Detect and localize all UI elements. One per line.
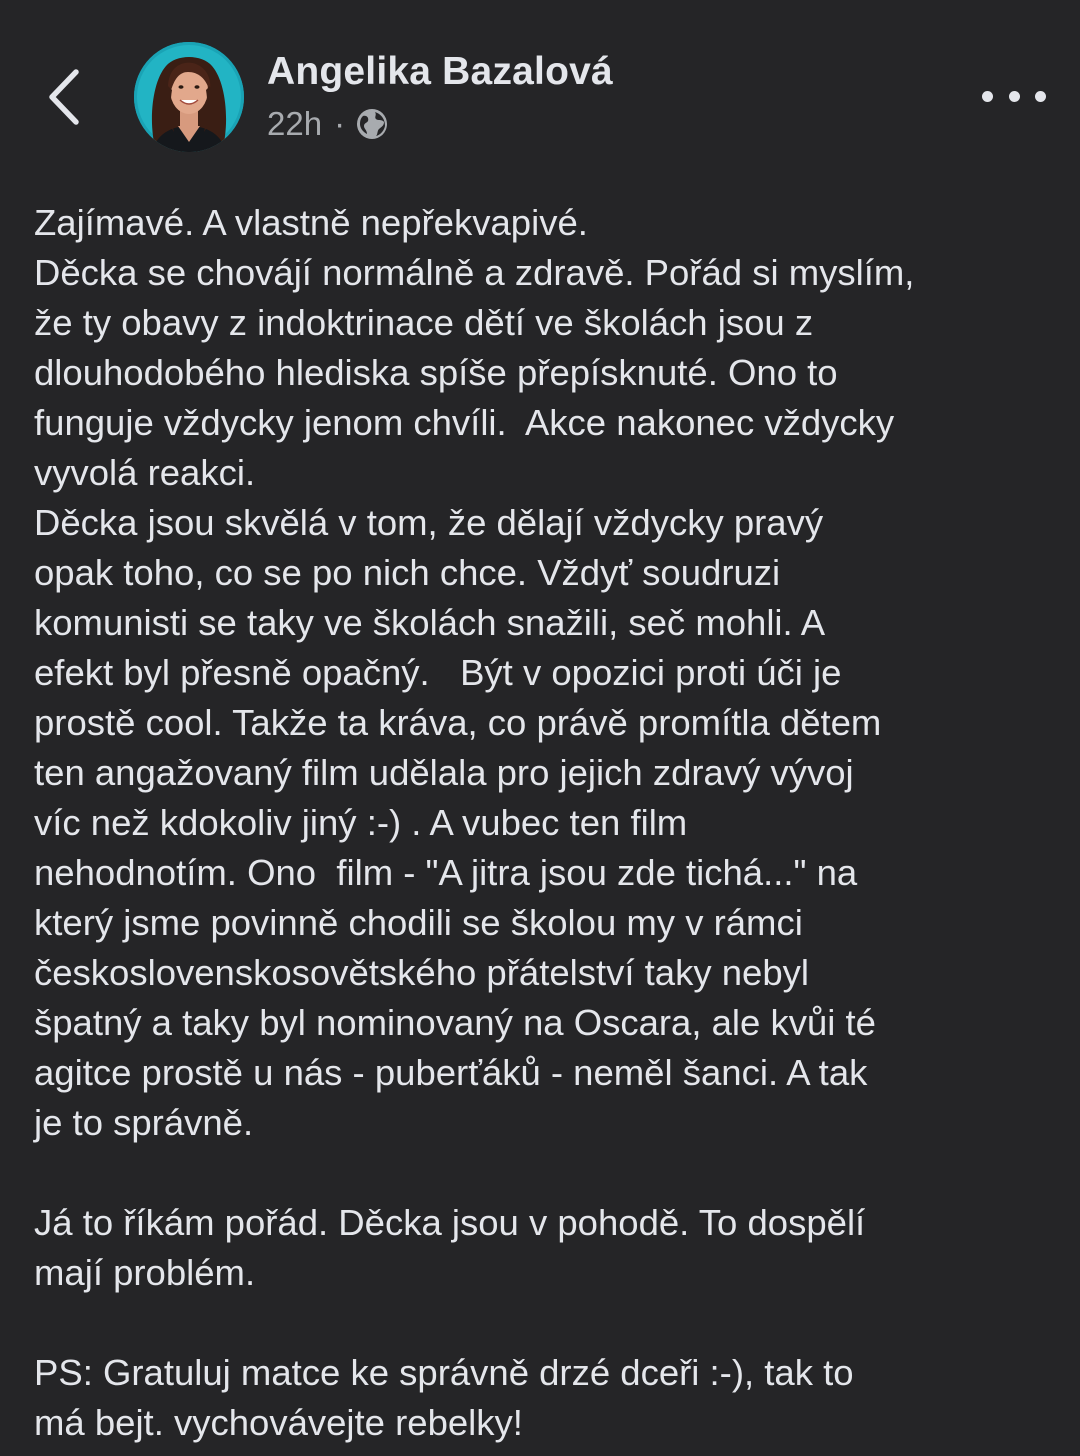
post-text-line: ten angažovaný film udělala pro jejich zdravý vývoj <box>34 752 854 793</box>
author-name[interactable]: Angelika Bazalová <box>267 50 613 93</box>
post-text-line: Děcka jsou skvělá v tom, že dělají vždycky pravý <box>34 502 824 543</box>
more-dot-icon <box>982 91 993 102</box>
post-text-line: nehodnotím. Ono film - "A jitra jsou zde tichá..." na <box>34 852 858 893</box>
post-text-line: dlouhodobého hlediska spíše přepísknuté. Ono to <box>34 352 838 393</box>
post-text-line: že ty obavy z indoktrinace dětí ve školách jsou z <box>34 302 814 343</box>
post-text-line: mají problém. <box>34 1252 256 1293</box>
meta-separator: · <box>334 105 346 142</box>
post-text-line: Zajímavé. A vlastně nepřekvapivé. <box>34 202 588 243</box>
post-meta <box>267 102 389 146</box>
back-button[interactable] <box>38 62 94 132</box>
author-avatar[interactable] <box>134 42 244 152</box>
post-text-line: který jsme povinně chodili se školou my v rámci <box>34 902 803 943</box>
post-text-line: má bejt. vychovávejte rebelky! <box>34 1402 523 1443</box>
post-text-line: československosovětského přátelství taky nebyl <box>34 952 810 993</box>
post-text-line: efekt byl přesně opačný. Být v opozici proti úči je <box>34 652 842 693</box>
globe-icon[interactable] <box>355 107 389 141</box>
post-text-blank-line <box>34 1298 1064 1348</box>
post-text-line: opak toho, co se po nich chce. Vždyť soudruzi <box>34 552 781 593</box>
post-text-line: víc než kdokoliv jiný :-) . A vubec ten film <box>34 802 688 843</box>
post-text-line: PS: Gratuluj matce ke správně drzé dceři :-), tak to <box>34 1352 854 1393</box>
post-text-line: vyvolá reakci. <box>34 452 256 493</box>
post-text-blank-line <box>34 1148 1064 1198</box>
post-text-line: funguje vždycky jenom chvíli. Akce nakonec vždycky <box>34 402 895 443</box>
profile-photo <box>134 42 244 152</box>
post-text-line: prostě cool. Takže ta kráva, co právě promítla dětem <box>34 702 882 743</box>
post-text-line: Děcka se chovájí normálně a zdravě. Pořád si myslím, <box>34 252 915 293</box>
chevron-left-icon <box>38 62 94 132</box>
more-options-button[interactable] <box>982 78 1046 114</box>
more-dot-icon <box>1035 91 1046 102</box>
post-text <box>34 198 1064 1448</box>
post-text-line: komunisti se taky ve školách snažili, seč mohli. A <box>34 602 826 643</box>
post-text-line: je to správně. <box>34 1102 254 1143</box>
post-text-line: špatný a taky byl nominovaný na Oscara, ale kvůi té <box>34 1002 876 1043</box>
more-dot-icon <box>1009 91 1020 102</box>
post-text-line: Já to říkám pořád. Děcka jsou v pohodě. To dospělí <box>34 1202 866 1243</box>
post-timestamp[interactable]: 22h <box>267 105 323 142</box>
post-header <box>0 0 1080 180</box>
post-text-line: agitce prostě u nás - puberťáků - neměl šanci. A tak <box>34 1052 868 1093</box>
